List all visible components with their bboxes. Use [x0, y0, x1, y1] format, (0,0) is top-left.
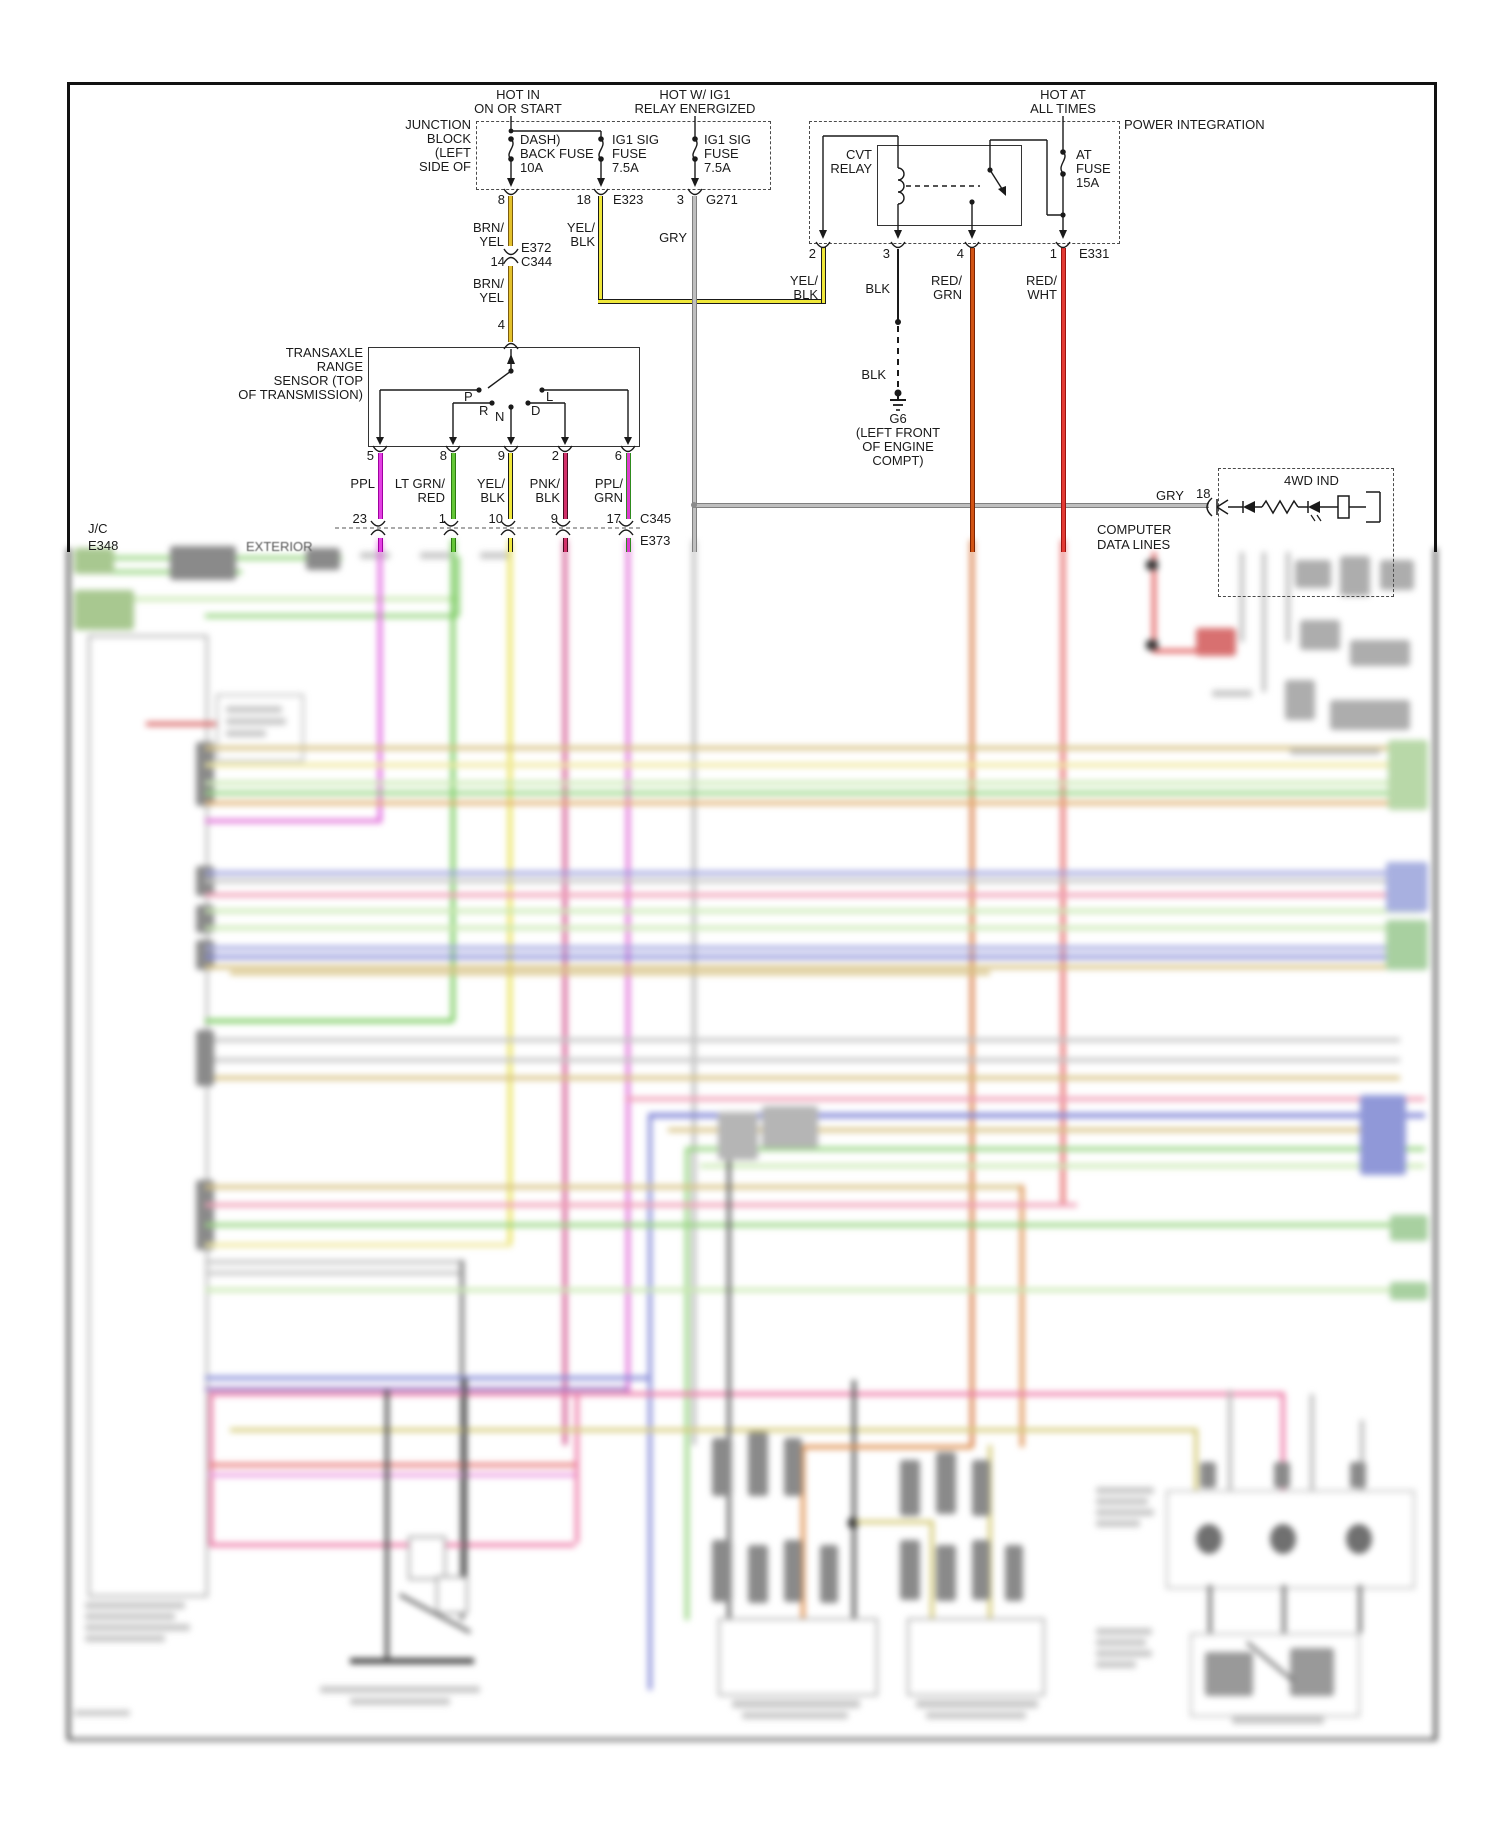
junction-block-label: JUNCTION BLOCK (LEFT SIDE OF	[405, 117, 471, 174]
power-integration-title: POWER INTEGRATION	[1124, 117, 1265, 132]
h ot-ig1-label: HOT W/ IG1 RELAY ENERGIZED	[634, 87, 756, 116]
gry-label-2: GRY	[1156, 488, 1184, 503]
connector-e323: E323	[613, 192, 644, 207]
c345-pin-23: 23	[352, 511, 367, 526]
lt-grn-red-label: LT GRN/ RED	[394, 476, 445, 505]
module-box	[88, 635, 208, 1597]
connector-c345: C345	[640, 511, 672, 526]
pnk-blk-label: PNK/ BLK	[529, 476, 560, 505]
sensor-pin-6: 6	[614, 448, 622, 463]
4wd-ind-title: 4WD IND	[1284, 473, 1339, 488]
sensor-pin-8: 8	[439, 448, 447, 463]
yel-blk-label-2: YEL/ BLK	[476, 476, 505, 505]
hot-in-label: HOT IN ON OR START	[474, 87, 562, 116]
gear-r: R	[479, 403, 489, 418]
solenoid-box-2	[907, 1618, 1045, 1696]
jc-e348-label: J/C E348	[88, 521, 119, 553]
schematic-linework	[0, 0, 1500, 560]
connector-e331: E331	[1079, 246, 1110, 261]
sensor-pin-2: 2	[551, 448, 559, 463]
4wd-ind-circuit	[691, 492, 1380, 522]
brn-yel-label-2: BRN/ YEL	[472, 276, 504, 305]
connector-g271: G271	[706, 192, 738, 207]
pi-pin-4: 4	[956, 246, 964, 261]
pi-pin-1: 1	[1049, 246, 1057, 261]
c345-pin-1: 1	[438, 511, 446, 526]
connector-e373: E373	[640, 533, 671, 548]
ground-g6-location: (LEFT FRONT OF ENGINE COMPT)	[855, 425, 941, 468]
gear-l: L	[546, 389, 554, 404]
yel-blk-label-1: YEL/ BLK	[566, 220, 595, 249]
gry-label-1: GRY	[659, 230, 687, 245]
c345-pin-17: 17	[606, 511, 621, 526]
ig1-fuse-label: IG1 SIG FUSE 7.5A	[612, 132, 659, 175]
connector-e372: E372	[521, 240, 552, 255]
dash-fuse-label: DASH) BACK FUSE 10A	[520, 132, 594, 175]
pin-18-4wd: 18	[1196, 486, 1211, 501]
gear-p: P	[464, 389, 473, 404]
ppl-grn-label: PPL/ GRN	[594, 476, 623, 505]
e372-c344-connector	[504, 249, 518, 349]
at-fuse-label: AT FUSE 15A	[1076, 147, 1111, 190]
transaxle-sensor-label: TRANSAXLE RANGE SENSOR (TOP OF TRANSMISSION)	[238, 345, 363, 402]
yel-blk-label-3: YEL/ BLK	[789, 273, 818, 302]
c345-pin-9: 9	[550, 511, 558, 526]
cvt-relay-internals	[816, 116, 1070, 248]
ground-g6: G6	[889, 411, 907, 426]
gear-d: D	[531, 403, 541, 418]
blk-label-2: BLK	[861, 367, 886, 382]
red-wht-label: RED/ WHT	[1025, 273, 1057, 302]
cvt-relay-label: CVT RELAY	[830, 147, 872, 176]
red-grn-label: RED/ GRN	[930, 273, 962, 302]
sensor-pin-9: 9	[497, 448, 505, 463]
pin-18: 18	[576, 192, 591, 207]
blk-label-1: BLK	[865, 281, 890, 296]
pin-3: 3	[676, 192, 684, 207]
pi-pin-3: 3	[882, 246, 890, 261]
connector-c344: C344	[521, 254, 553, 269]
gear-n: N	[495, 409, 505, 424]
solenoid-box-1	[718, 1618, 878, 1696]
g6-ground	[890, 249, 906, 410]
c345-pin-10: 10	[488, 511, 503, 526]
pin-14: 14	[490, 254, 505, 269]
sensor-pin-5: 5	[366, 448, 374, 463]
pin-8: 8	[497, 192, 505, 207]
computer-data-lines-label: COMPUTER DATA LINES	[1097, 522, 1172, 552]
sensor-switch	[373, 349, 635, 452]
ppl-label: PPL	[350, 476, 375, 491]
hot-at-label: HOT AT ALL TIMES	[1030, 87, 1096, 116]
exterior-label: EXTERIOR	[246, 539, 313, 554]
pi-pin-2: 2	[808, 246, 816, 261]
brn-yel-label-1: BRN/ YEL	[472, 220, 504, 249]
pin-4: 4	[497, 317, 505, 332]
ig1-fuse-b-label: IG1 SIG FUSE 7.5A	[704, 132, 751, 175]
